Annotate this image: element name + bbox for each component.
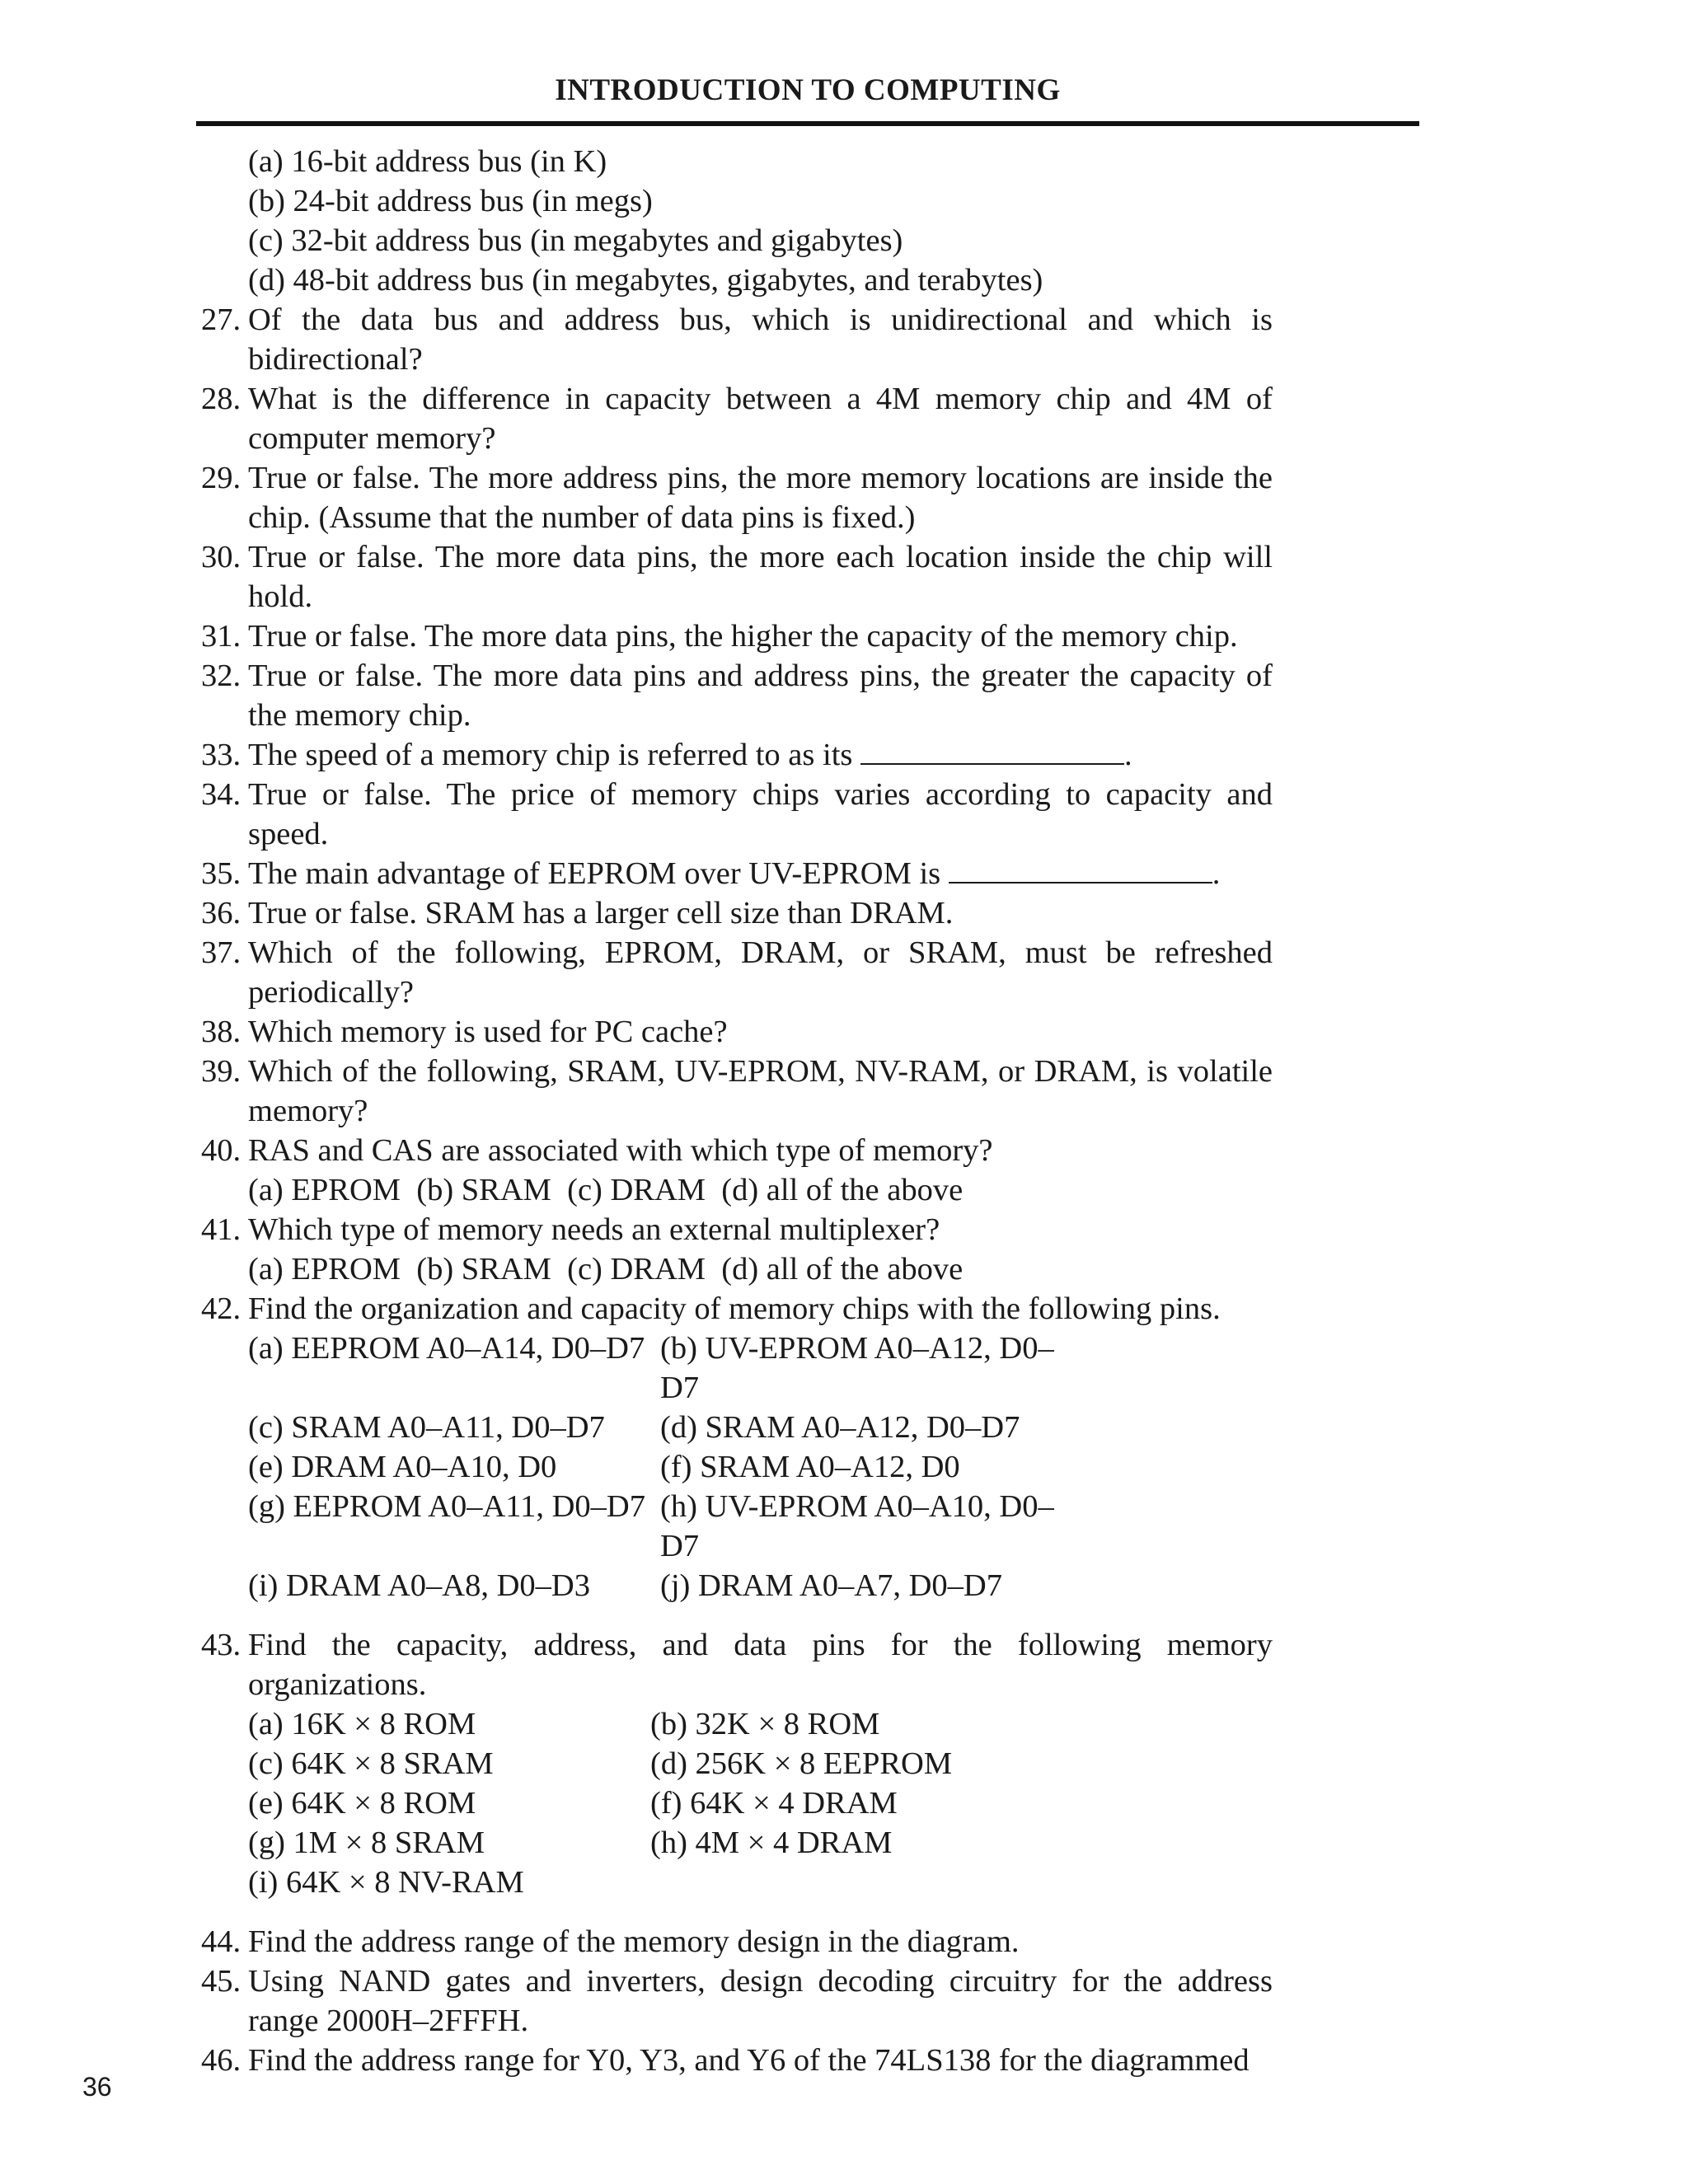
question-39 [201,1052,1273,1131]
q26-item: (b) 24-bit address bus (in megs) [248,184,653,218]
question-text: Using NAND gates and inverters, design decoding circuitry for the address range 2000H–2FFFH. [248,1964,1273,2038]
question-42-items [201,1329,1273,1605]
fill-in-blank [860,737,1124,765]
list-item: (g) 1M × 8 SRAM [248,1825,485,1860]
question-text: True or false. The price of memory chips varies according to capacity and speed. [248,777,1273,851]
list-item: (f) 64K × 4 DRAM [650,1786,898,1821]
question-36 [201,893,1273,933]
question-number: 36. [201,896,241,930]
question-number: 39. [201,1054,241,1089]
question-text: True or false. The more data pins, the higher the capacity of the memory chip. [248,619,1238,654]
list-item: (e) DRAM A0–A10, D0 [248,1450,557,1484]
list-item: (i) DRAM A0–A8, D0–D3 [248,1568,590,1603]
question-text: Which of the following, SRAM, UV-EPROM, NV-RAM, or DRAM, is volatile memory? [248,1054,1273,1128]
question-41-options: (a) EPROM (b) SRAM (c) DRAM (d) all of the above [248,1252,964,1286]
question-number: 32. [201,658,241,693]
question-text: Find the organization and capacity of memory chips with the following pins. [248,1291,1221,1326]
question-number: 27. [201,302,241,337]
running-header: INTRODUCTION TO COMPUTING [555,73,1061,107]
question-text: The main advantage of EEPROM over UV-EPROM is [248,856,941,891]
question-list [201,142,1273,2080]
list-item: (b) UV-EPROM A0–A12, D0–D7 [660,1331,1054,1405]
question-text: Which memory is used for PC cache? [248,1015,728,1049]
question-text: Find the capacity, address, and data pins for the following memory organizations. [248,1628,1273,1702]
list-item: (j) DRAM A0–A7, D0–D7 [660,1568,1002,1603]
question-number: 41. [201,1212,241,1247]
question-40 [201,1131,1273,1170]
list-item: (a) 16K × 8 ROM [248,1707,476,1741]
fill-in-blank [949,855,1212,883]
question-text: Which of the following, EPROM, DRAM, or SRAM, must be refreshed periodically? [248,935,1273,1010]
question-text: True or false. The more data pins and address pins, the greater the capacity of the memory chip. [248,658,1273,733]
list-item: (h) 4M × 4 DRAM [650,1825,893,1860]
question-text: Of the data bus and address bus, which is unidirectional and which is bidirectional? [248,302,1273,377]
question-text: Which type of memory needs an external multiplexer? [248,1212,940,1247]
question-35 [201,854,1273,893]
question-number: 45. [201,1964,241,1999]
question-number: 42. [201,1291,241,1326]
question-33 [201,735,1273,775]
question-30 [201,537,1273,616]
question-number: 34. [201,777,241,812]
question-number: 35. [201,856,241,891]
question-text: True or false. The more data pins, the more each location inside the chip will hold. [248,540,1273,614]
q26-item: (d) 48-bit address bus (in megabytes, gigabytes, and terabytes) [248,263,1043,298]
question-42 [201,1289,1273,1329]
question-27 [201,300,1273,379]
question-28 [201,379,1273,458]
question-text: Find the address range of the memory design in the diagram. [248,1924,1020,1959]
question-number: 40. [201,1133,241,1168]
question-46 [201,2041,1273,2080]
list-item: (i) 64K × 8 NV-RAM [248,1865,524,1900]
question-number: 38. [201,1015,241,1049]
question-text: What is the difference in capacity between a 4M memory chip and 4M of computer memory? [248,382,1273,456]
question-number: 30. [201,540,241,574]
question-text: True or false. The more address pins, the more memory locations are inside the chip. (Assume that the number of data pins is fixed.) [248,461,1273,535]
question-45 [201,1961,1273,2041]
question-number: 44. [201,1924,241,1959]
question-number: 46. [201,2043,241,2078]
q26-item: (c) 32-bit address bus (in megabytes and gigabytes) [248,223,903,258]
list-item: (d) SRAM A0–A12, D0–D7 [660,1410,1020,1445]
question-number: 37. [201,935,241,970]
question-end-punct: . [1124,738,1132,772]
question-text: Find the address range for Y0, Y3, and Y6 of the 74LS138 for the diagrammed [248,2043,1250,2078]
question-end-punct: . [1212,856,1221,891]
question-40-options: (a) EPROM (b) SRAM (c) DRAM (d) all of the above [248,1173,964,1207]
question-41 [201,1210,1273,1249]
list-item: (g) EEPROM A0–A11, D0–D7 [248,1489,645,1524]
page-number: 36 [82,2072,112,2102]
list-item: (c) 64K × 8 SRAM [248,1746,494,1781]
question-number: 28. [201,382,241,416]
question-32 [201,656,1273,735]
question-text: The speed of a memory chip is referred to as its [248,738,853,772]
question-34 [201,775,1273,854]
question-43-items [201,1704,1273,1902]
question-number: 33. [201,738,241,772]
question-text: RAS and CAS are associated with which type of memory? [248,1133,993,1168]
q26-item: (a) 16-bit address bus (in K) [248,144,607,179]
list-item: (d) 256K × 8 EEPROM [650,1746,953,1781]
question-38 [201,1012,1273,1052]
list-item: (e) 64K × 8 ROM [248,1786,476,1821]
question-29 [201,458,1273,537]
list-item: (a) EEPROM A0–A14, D0–D7 [248,1331,645,1366]
question-31 [201,616,1273,656]
list-item: (c) SRAM A0–A11, D0–D7 [248,1410,605,1445]
list-item: (b) 32K × 8 ROM [650,1707,880,1741]
question-text: True or false. SRAM has a larger cell size than DRAM. [248,896,954,930]
question-37 [201,933,1273,1012]
question-number: 29. [201,461,241,495]
question-44 [201,1922,1273,1961]
list-item: (f) SRAM A0–A12, D0 [660,1450,960,1484]
question-number: 31. [201,619,241,654]
question-number: 43. [201,1628,241,1662]
list-item: (h) UV-EPROM A0–A10, D0–D7 [660,1489,1054,1563]
question-43 [201,1625,1273,1704]
header-rule [196,121,1419,126]
